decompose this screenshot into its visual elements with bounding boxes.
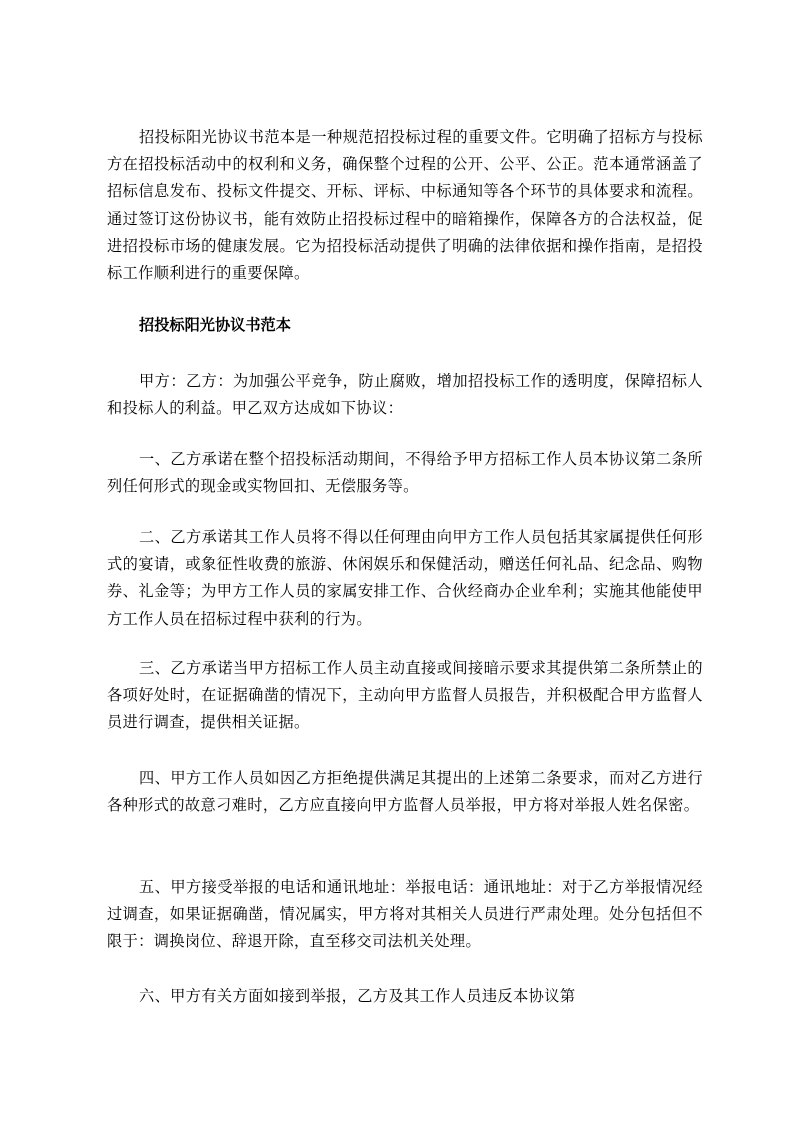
intro-paragraph: 招投标阳光协议书范本是一种规范招投标过程的重要文件。它明确了招标方与投标方在招投标活动中的权利和义务，确保整个过程的公开、公平、公正。范本通常涵盖了招标信息发布、投标文件提交、开标、评标、中标通知等各个环节的具体要求和流程。通过签订这份协议书，能有效防止招投标过程中的暗箱操作，保障各方的合法权益，促进招投标市场的健康发展。它为招投标活动提供了明确的法律依据和操作指南，是招投标工作顺利进行的重要保障。 bbox=[107, 128, 703, 283]
clause-5: 五、甲方接受举报的电话和通讯地址：举报电话：通讯地址：对于乙方举报情况经过调查，如果证据确凿，情况属实，甲方将对其相关人员进行严肃处理。处分包括但不限于：调换岗位、辞退开除，直至移交司法机关处理。 bbox=[107, 878, 703, 951]
clause-4: 四、甲方工作人员如因乙方拒绝提供满足其提出的上述第二条要求，而对乙方进行各种形式的故意刁难时，乙方应直接向甲方监督人员举报，甲方将对举报人姓名保密。 bbox=[107, 769, 703, 815]
clause-1: 一、乙方承诺在整个招投标活动期间，不得给予甲方招标工作人员本协议第二条所列任何形式的现金或实物回扣、无偿服务等。 bbox=[107, 450, 703, 496]
document-title: 招投标阳光协议书范本 bbox=[139, 316, 291, 334]
clause-3: 三、乙方承诺当甲方招标工作人员主动直接或间接暗示要求其提供第二条所禁止的各项好处时，在证据确凿的情况下，主动向甲方监督人员报告，并积极配合甲方监督人员进行调查，提供相关证据。 bbox=[107, 659, 703, 732]
clause-2: 二、乙方承诺其工作人员将不得以任何理由向甲方工作人员包括其家属提供任何形式的宴请，或象征性收费的旅游、休闲娱乐和保健活动，赠送任何礼品、纪念品、购物券、礼金等；为甲方工作人员的家属安排工作、合伙经商办企业牟利；实施其他能使甲方工作人员在招标过程中获利的行为。 bbox=[107, 528, 703, 628]
preamble-paragraph: 甲方：乙方：为加强公平竞争，防止腐败，增加招投标工作的透明度，保障招标人和投标人的利益。甲乙双方达成如下协议： bbox=[107, 372, 703, 418]
clause-6: 六、甲方有关方面如接到举报，乙方及其工作人员违反本协议第 bbox=[139, 987, 576, 1005]
